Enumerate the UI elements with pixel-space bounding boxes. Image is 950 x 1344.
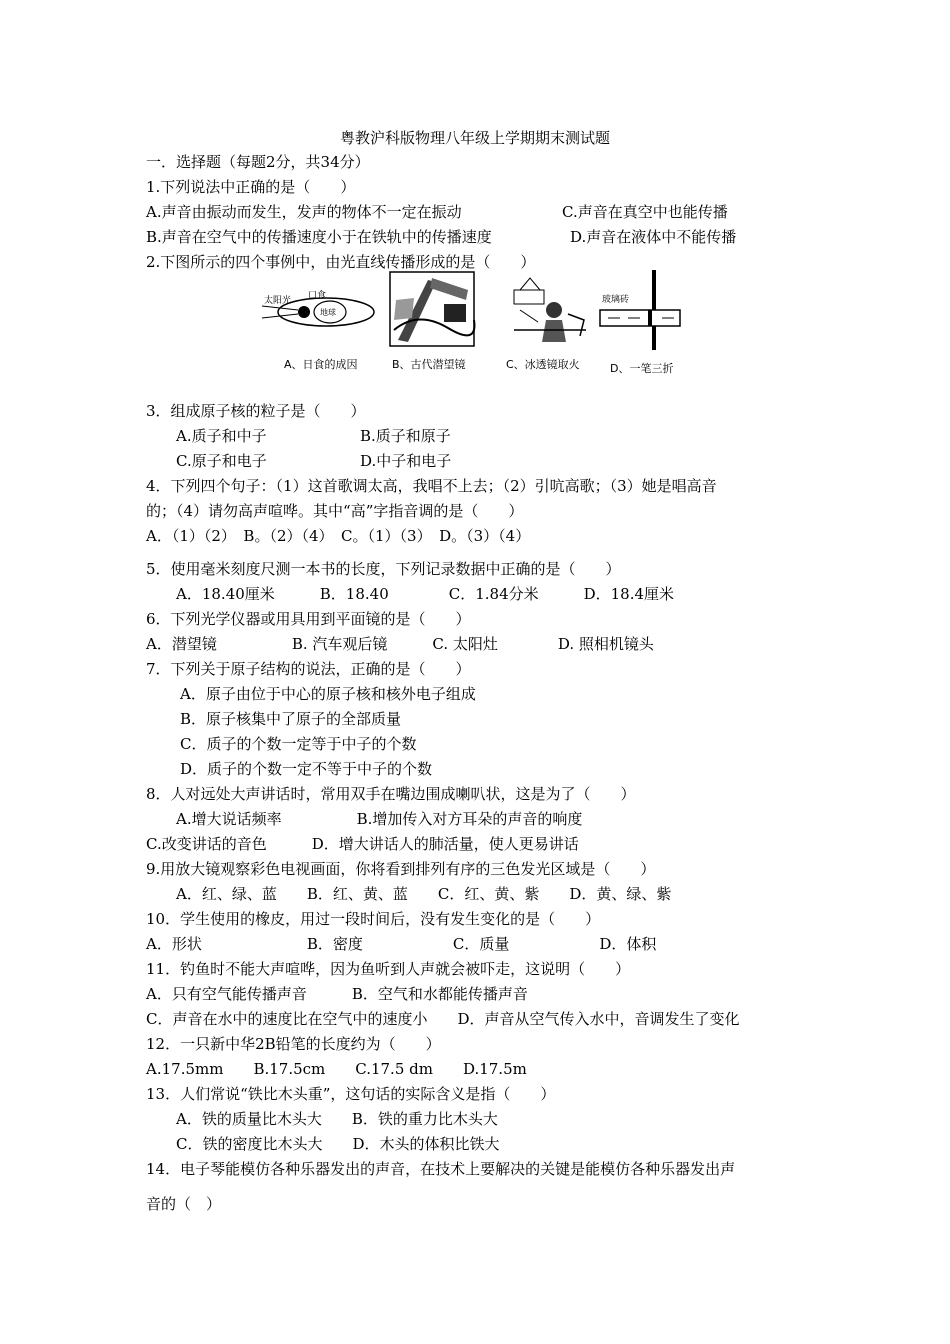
q9-stem: 9.用放大镜观察彩色电视画面，你将看到排列有序的三色发光区域是（ ） bbox=[146, 860, 656, 878]
q10-options: A．形状 B．密度 C．质量 D．体积 bbox=[146, 935, 657, 953]
q8-options-ab: A.增大说话频率 B.增加传入对方耳朵的声音的响度 bbox=[176, 810, 583, 828]
q5-options: A．18.40厘米 B．18.40 C．1.84分米 D．18.4厘米 bbox=[176, 585, 675, 603]
q3-option-b: B.质子和原子 bbox=[360, 427, 451, 445]
caption-b: B、古代潜望镜 bbox=[392, 358, 466, 371]
q4-stem-line1: 4．下列四个句子：（1）这首歌调太高，我唱不上去；（2）引吭高歌；（3）她是唱高音 bbox=[146, 477, 717, 495]
q11-stem: 11．钓鱼时不能大声喧哗，因为鱼听到人声就会被吓走，这说明（ ） bbox=[146, 960, 631, 978]
caption-d: D、一笔三折 bbox=[610, 362, 674, 375]
q11-options-cd: C．声音在水中的速度比在空气中的速度小 D．声音从空气传入水中，音调发生了变化 bbox=[146, 1010, 740, 1028]
q13-stem: 13．人们常说“铁比木头重”，这句话的实际含义是指（ ） bbox=[146, 1085, 556, 1103]
q10-stem: 10．学生使用的橡皮，用过一段时间后，没有发生变化的是（ ） bbox=[146, 910, 601, 928]
q8-options-cd: C.改变讲话的音色 D．增大讲话人的肺活量，使人更易讲话 bbox=[146, 835, 579, 853]
q7-stem: 7．下列关于原子结构的说法，正确的是（ ） bbox=[146, 660, 471, 678]
q11-options-ab: A．只有空气能传播声音 B．空气和水都能传播声音 bbox=[146, 985, 528, 1003]
q12-stem: 12．一只新中华2B铅笔的长度约为（ ） bbox=[146, 1035, 441, 1053]
eclipse-diagram bbox=[260, 270, 380, 350]
page-title: 粤教沪科版物理八年级上学期期末测试题 bbox=[339, 129, 610, 147]
q5-stem: 5．使用毫米刻度尺测一本书的长度，下列记录数据中正确的是（ ） bbox=[146, 560, 621, 578]
q1-option-a: A.声音由振动而发生，发声的物体不一定在振动 bbox=[146, 203, 462, 221]
q14-stem-line2: 音的（ ） bbox=[146, 1195, 222, 1213]
q1-option-b: B.声音在空气中的传播速度小于在铁轨中的传播速度 bbox=[146, 228, 492, 246]
q1-option-d: D.声音在液体中不能传播 bbox=[570, 228, 737, 246]
q13-options-cd: C．铁的密度比木头大 D．木头的体积比铁大 bbox=[176, 1135, 500, 1153]
pencil-glass-diagram bbox=[596, 266, 686, 356]
q7-option-b: B．原子核集中了原子的全部质量 bbox=[180, 710, 402, 728]
q4-options: A．（1）（2） B。（2）（4） C。（1）（3） D。（3）（4） bbox=[146, 527, 531, 545]
moon-label: 口食 bbox=[308, 291, 327, 301]
caption-a: A、日食的成因 bbox=[284, 358, 358, 371]
q14-stem-line1: 14．电子琴能模仿各种乐器发出的声音，在技术上要解决的关键是能模仿各种乐器发出声 bbox=[146, 1160, 736, 1178]
caption-c: C、冰透镜取火 bbox=[506, 358, 580, 371]
q6-stem: 6．下列光学仪器或用具用到平面镜的是（ ） bbox=[146, 610, 471, 628]
q2-figure bbox=[260, 270, 690, 380]
q1-option-c: C.声音在真空中也能传播 bbox=[562, 203, 728, 221]
q7-option-a: A．原子由位于中心的原子核和核外电子组成 bbox=[180, 685, 476, 703]
q1-stem: 1.下列说法中正确的是（ ） bbox=[146, 178, 356, 196]
ice-lens-illustration bbox=[510, 270, 590, 350]
q7-option-d: D．质子的个数一定不等于中子的个数 bbox=[180, 760, 433, 778]
q12-options: A.17.5mm B.17.5cm C.17.5 dm D.17.5m bbox=[146, 1060, 527, 1078]
q3-option-a: A.质子和中子 bbox=[176, 427, 267, 445]
q3-option-d: D.中子和电子 bbox=[360, 452, 452, 470]
periscope-illustration bbox=[388, 270, 478, 350]
q8-stem: 8．人对远处大声讲话时，常用双手在嘴边围成喇叭状，这是为了（ ） bbox=[146, 785, 636, 803]
q9-options: A．红、绿、蓝 B．红、黄、蓝 C．红、黄、紫 D．黄、绿、紫 bbox=[176, 885, 672, 903]
q13-options-ab: A．铁的质量比木头大 B．铁的重力比木头大 bbox=[176, 1110, 498, 1128]
q3-stem: 3．组成原子核的粒子是（ ） bbox=[146, 402, 366, 420]
section-heading: 一．选择题（每题2分，共34分） bbox=[146, 153, 370, 171]
q4-stem-line2: 的；（4）请勿高声喧哗。其中“高”字指音调的是（ ） bbox=[146, 502, 524, 520]
q3-option-c: C.原子和电子 bbox=[176, 452, 267, 470]
glass-label: 玻璃砖 bbox=[602, 295, 630, 305]
q6-options: A．潜望镜 B. 汽车观后镜 C. 太阳灶 D. 照相机镜头 bbox=[146, 635, 654, 653]
earth-label: 地球 bbox=[320, 308, 336, 317]
q7-option-c: C．质子的个数一定等于中子的个数 bbox=[180, 735, 417, 753]
q2-stem: 2.下图所示的四个事例中，由光直线传播形成的是（ ） bbox=[146, 253, 536, 271]
sunlight-label: 太阳光 bbox=[264, 296, 292, 306]
